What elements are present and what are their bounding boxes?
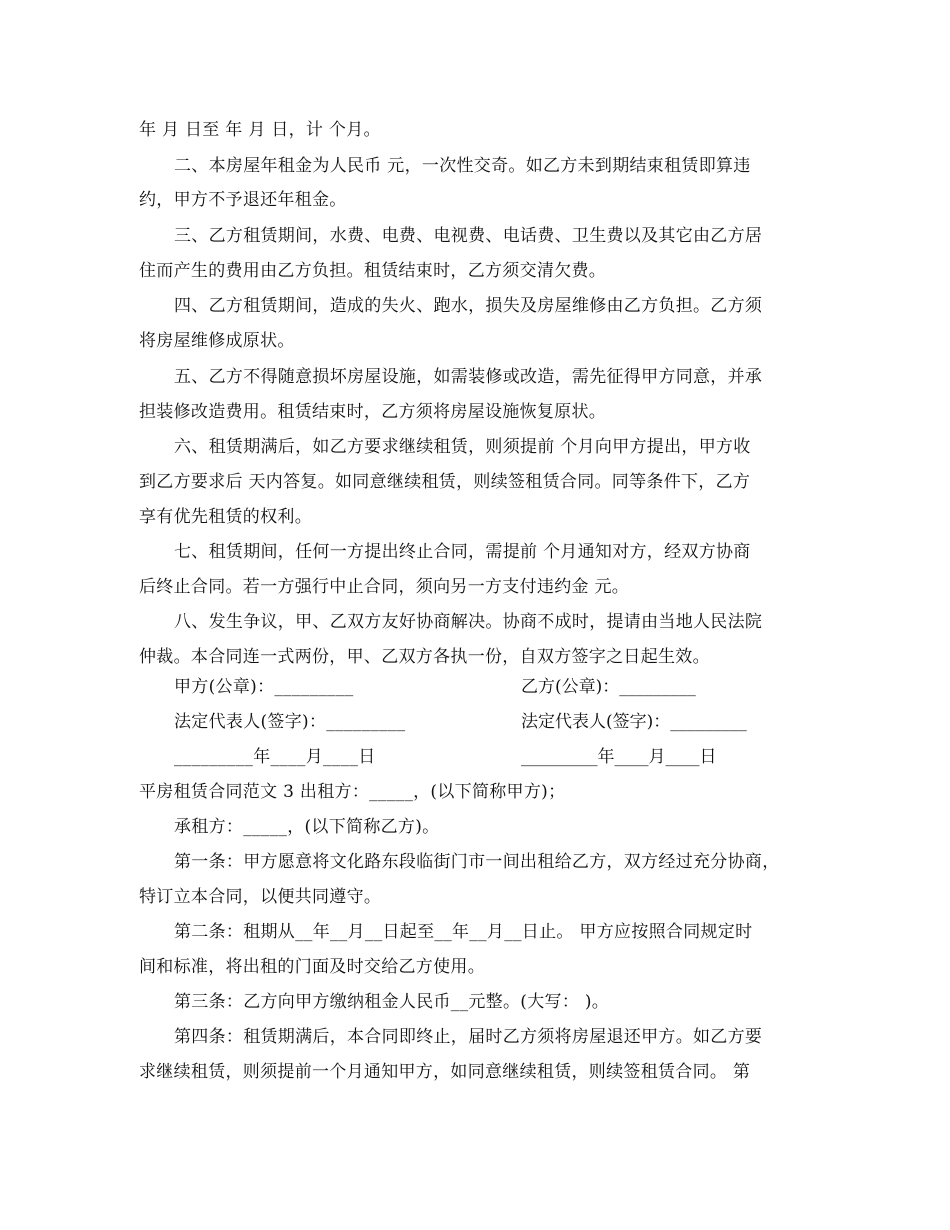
text-line: 享有优先租赁的权利。 — [139, 507, 312, 527]
text-line: 承租方：_____，(以下简称乙方)。 — [174, 817, 440, 837]
text-line: 年 月 日至 年 月 日，计 个月。 — [139, 120, 381, 140]
party-a-seal: 甲方(公章)：_________ — [174, 677, 354, 697]
text-line: 担装修改造费用。租赁结束时，乙方须将房屋设施恢复原状。 — [139, 402, 607, 422]
party-b-representative: 法定代表人(签字)：_________ — [521, 712, 747, 732]
text-line: 间和标准，将出租的门面及时交给乙方使用。 — [139, 957, 485, 977]
party-b-date: _________年____月____日 — [521, 747, 717, 767]
text-line: 约，甲方不予退还年租金。 — [139, 190, 347, 210]
text-line: 特订立本合同，以便共同遵守。 — [139, 887, 382, 907]
text-line: 平房租赁合同范文 3 出租方：_____，(以下简称甲方)； — [139, 782, 566, 802]
text-line: 求继续租赁，则须提前一个月通知甲方，如同意继续租赁，则续签租赁合同。 第 — [139, 1062, 751, 1082]
party-b-seal: 乙方(公章)：_________ — [521, 677, 696, 697]
text-line: 后终止合同。若一方强行中止合同，须向另一方支付违约金 元。 — [139, 577, 630, 597]
text-line: 七、租赁期间，任何一方提出终止合同，需提前 个月通知对方，经双方协商 — [174, 542, 751, 562]
text-line: 八、发生争议，甲、乙双方友好协商解决。协商不成时，提请由当地人民法院 — [174, 612, 763, 632]
text-line: 第四条：租赁期满后，本合同即终止，届时乙方须将房屋退还甲方。如乙方要 — [174, 1027, 763, 1047]
text-line: 四、乙方租赁期间，造成的失火、跑水，损失及房屋维修由乙方负担。乙方须 — [174, 296, 763, 316]
text-line: 第一条：甲方愿意将文化路东段临街门市一间出租给乙方，双方经过充分协商， — [174, 852, 780, 872]
party-a-date: _________年____月____日 — [174, 747, 376, 767]
text-line: 第二条：租期从__年__月__日起至__年__月__日止。 甲方应按照合同规定时 — [174, 922, 753, 942]
text-line: 仲裁。本合同连一式两份，甲、乙双方各执一份，自双方签字之日起生效。 — [139, 647, 710, 667]
text-line: 到乙方要求后 天内答复。如同意继续租赁，则续签租赁合同。同等条件下，乙方 — [139, 472, 751, 492]
text-line: 二、本房屋年租金为人民币 元，一次性交奇。如乙方未到期结束租赁即算违 — [174, 156, 751, 176]
party-a-representative: 法定代表人(签字)：_________ — [174, 712, 406, 732]
text-line: 住而产生的费用由乙方负担。租赁结束时，乙方须交清欠费。 — [139, 261, 607, 281]
text-line: 第三条：乙方向甲方缴纳租金人民币__元整。(大写： )。 — [174, 992, 610, 1012]
text-line: 将房屋维修成原状。 — [139, 331, 295, 351]
text-line: 六、租赁期满后，如乙方要求继续租赁，则须提前 个月向甲方提出，甲方收 — [174, 437, 751, 457]
text-line: 三、乙方租赁期间，水费、电费、电视费、电话费、卫生费以及其它由乙方居 — [174, 226, 763, 246]
text-line: 五、乙方不得随意损坏房屋设施，如需装修或改造，需先征得甲方同意，并承 — [174, 367, 763, 387]
